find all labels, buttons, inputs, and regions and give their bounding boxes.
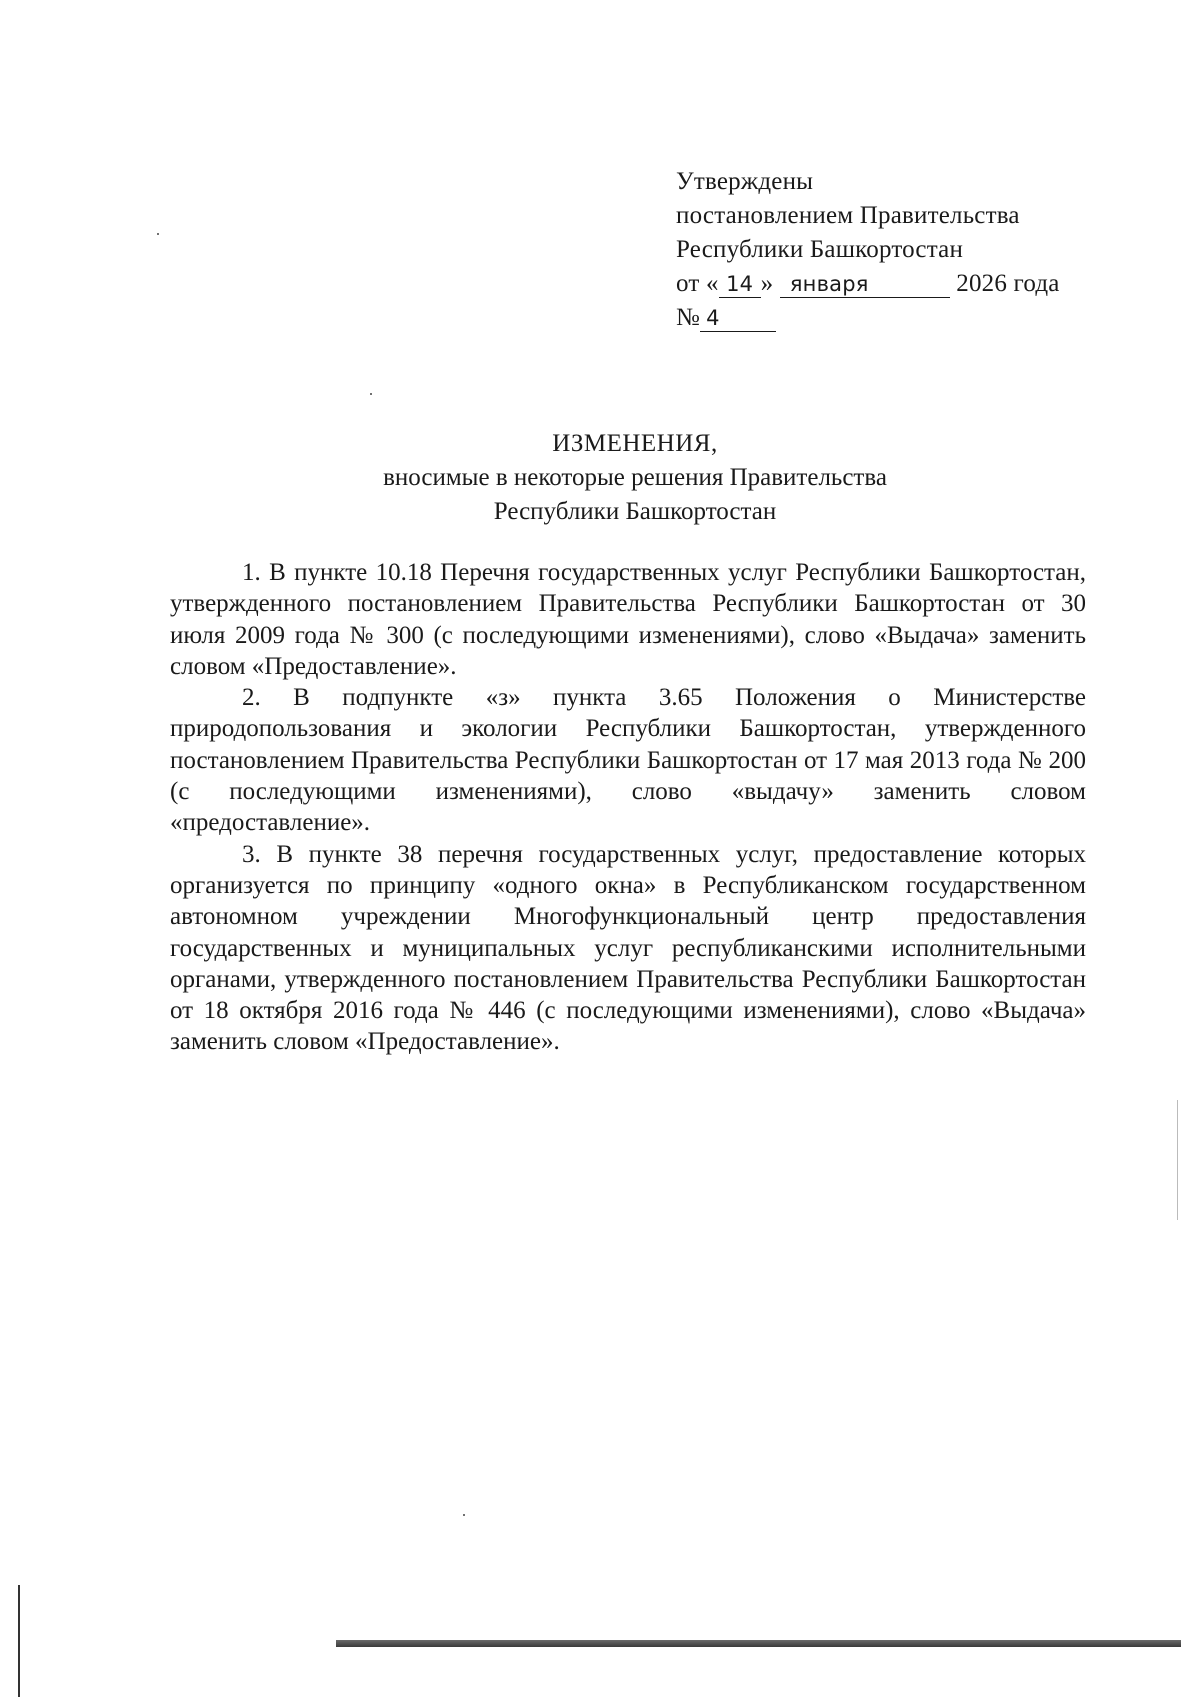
- approval-line-approved: Утверждены: [676, 168, 814, 195]
- approval-number-line: [676, 301, 1096, 335]
- date-prefix: от «: [676, 270, 719, 297]
- document-body: [170, 557, 1086, 1058]
- date-month: января: [780, 271, 950, 298]
- approval-block: [676, 165, 1096, 335]
- approval-date-line: [676, 267, 1096, 301]
- approval-line-resolution: постановлением Правительства: [676, 202, 1020, 229]
- scan-edge-left: [18, 1585, 20, 1697]
- scan-speck: [157, 233, 159, 235]
- date-day: 14: [719, 271, 761, 298]
- paragraph-3: 3. В пункте 38 перечня государственных услуг, предоставление которых организуется по принципу «одного окна» в Республиканском государственном автономном учреждении Многофункциональный центр предоставления государственных и муниципальных услуг республиканскими исполнительными органами, утвержденного постановлением Правительства Республики Башкортостан от 18 октября 2016 года № 446 (с последующими изменениями), слово «Выдача» заменить словом «Предоставление».: [170, 840, 1086, 1056]
- approval-line-republic: Республики Башкортостан: [676, 236, 964, 263]
- scan-edge-right: [1177, 1100, 1178, 1220]
- number-prefix: №: [676, 304, 701, 331]
- scan-bottom-bar: [336, 1640, 1181, 1647]
- document-number: 4: [700, 305, 776, 332]
- title-sub-1: вносимые в некоторые решения Правительства: [383, 464, 887, 491]
- paragraph-1: 1. В пункте 10.18 Перечня государственных услуг Республики Башкортостан, утвержденного постановлением Правительства Республики Башкортостан от 30 июля 2009 года № 300 (с последующими изменениями), слово «Выдача» заменить словом «Предоставление».: [170, 559, 1086, 680]
- scan-speck: [370, 393, 372, 395]
- date-day-suffix: »: [760, 270, 774, 297]
- scan-speck: [463, 1514, 465, 1516]
- paragraph-2: 2. В подпункте «з» пункта 3.65 Положения о Министерстве природопользования и экологии Республики Башкортостан, утвержденного постановлением Правительства Республики Башкортостан от 17 мая 2013 года № 200 (с последующими изменениями), слово «выдачу» заменить словом «предоставление».: [170, 684, 1086, 837]
- date-year: 2026 года: [956, 270, 1060, 297]
- document-title: [170, 427, 1100, 529]
- title-sub-2: Республики Башкортостан: [493, 498, 777, 525]
- title-main: ИЗМЕНЕНИЯ,: [552, 430, 718, 457]
